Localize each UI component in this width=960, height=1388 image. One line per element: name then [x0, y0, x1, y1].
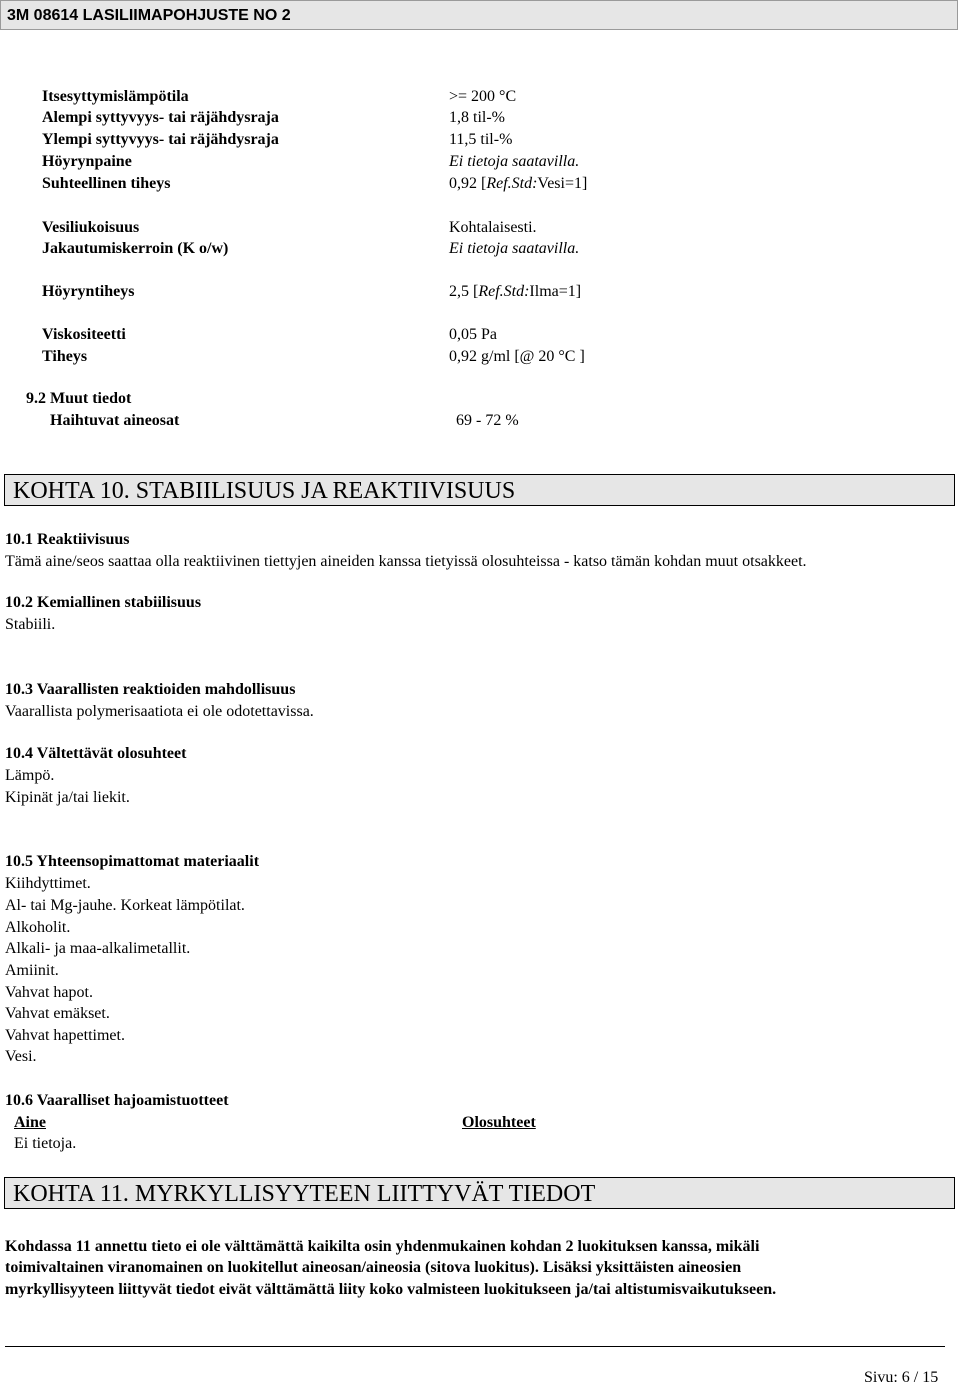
property-value: 0,05 Pa [449, 326, 497, 343]
document-title: 3M 08614 LASILIIMAPOHJUSTE NO 2 [7, 7, 291, 24]
value-standard: Vesi=1] [537, 175, 588, 192]
value-number: 0,92 [ [449, 175, 487, 192]
value-standard: Ilma=1] [529, 283, 582, 300]
footer-divider [5, 1346, 945, 1347]
property-value [449, 174, 587, 194]
property-label: Vesiliukoisuus [42, 219, 140, 236]
paragraph-line: Kohdassa 11 annettu tieto ei ole välttämättä kaikilta osin yhdenmukainen kohdan 2 luokituksen kanssa, mikäli [5, 1238, 760, 1255]
property-label: Haihtuvat aineosat [50, 412, 180, 429]
value-reference: Ref.Std: [486, 175, 538, 192]
property-label: Alempi syttyvyys- tai räjähdysraja [42, 109, 279, 126]
property-label: Tiheys [42, 348, 88, 365]
property-label: Suhteellinen tiheys [42, 175, 171, 192]
subsection-heading: 10.5 Yhteensopimattomat materiaalit [5, 853, 260, 870]
property-value: >= 200 °C [449, 88, 517, 105]
list-item: Kipinät ja/tai liekit. [5, 789, 130, 806]
property-label: Ylempi syttyvyys- tai räjähdysraja [42, 131, 279, 148]
list-item: Amiinit. [5, 962, 59, 979]
property-value: 69 - 72 % [456, 412, 519, 429]
list-item: Kiihdyttimet. [5, 875, 91, 892]
list-item: Al- tai Mg-jauhe. Korkeat lämpötilat. [5, 897, 245, 914]
document-header-bar [0, 0, 958, 30]
subsection-heading: 10.1 Reaktiivisuus [5, 531, 130, 548]
subsection-heading: 10.2 Kemiallinen stabiilisuus [5, 594, 202, 611]
list-item: Vahvat hapot. [5, 984, 93, 1001]
list-item: Alkali- ja maa-alkalimetallit. [5, 940, 191, 957]
paragraph-line: toimivaltainen viranomainen on luokitellut aineosan/aineosia (sitova luokitus). Lisäksi yksittäisten aineosien [5, 1259, 742, 1276]
property-label: Höyrynpaine [42, 153, 132, 170]
property-label: Jakautumiskerroin (K o/w) [42, 240, 229, 257]
list-item: Vahvat hapettimet. [5, 1027, 125, 1044]
list-item: Lämpö. [5, 767, 55, 784]
subsection-heading: 9.2 Muut tiedot [26, 390, 132, 407]
subsection-text: Stabiili. [5, 616, 56, 633]
section-10-header [4, 474, 955, 506]
property-value: 1,8 til-% [449, 109, 505, 126]
table-column-header: Olosuhteet [462, 1114, 536, 1131]
section-10-title: KOHTA 10. STABIILISUUS JA REAKTIIVISUUS [13, 478, 516, 504]
property-label: Itsesyttymislämpötila [42, 88, 189, 105]
section-11-title: KOHTA 11. MYRKYLLISYYTEEN LIITTYVÄT TIEDOT [13, 1181, 596, 1207]
property-value: 0,92 g/ml [@ 20 °C ] [449, 348, 585, 365]
property-value: Ei tietoja saatavilla. [449, 240, 580, 257]
page-number: Sivu: 6 / 15 [864, 1369, 939, 1386]
list-item: Alkoholit. [5, 919, 71, 936]
table-column-header: Aine [14, 1114, 46, 1131]
section-11-header [4, 1177, 955, 1209]
subsection-heading: 10.6 Vaaralliset hajoamistuotteet [5, 1092, 229, 1109]
property-label: Höyryntiheys [42, 283, 135, 300]
property-value: Kohtalaisesti. [449, 219, 537, 236]
subsection-heading: 10.4 Vältettävät olosuhteet [5, 745, 187, 762]
value-number: 2,5 [ [449, 283, 479, 300]
property-value: 11,5 til-% [449, 131, 513, 148]
list-item: Vesi. [5, 1048, 37, 1065]
property-value: Ei tietoja saatavilla. [449, 153, 580, 170]
list-item: Vahvat emäkset. [5, 1005, 110, 1022]
subsection-text: Vaarallista polymerisaatiota ei ole odotettavissa. [5, 703, 314, 720]
subsection-text: Tämä aine/seos saattaa olla reaktiivinen tiettyjen aineiden kanssa tietyissä olosuhteissa - katso tämän kohdan muut otsakkeet. [5, 553, 807, 570]
table-cell: Ei tietoja. [14, 1135, 77, 1152]
property-label: Viskositeetti [42, 326, 126, 343]
value-reference: Ref.Std: [478, 283, 530, 300]
property-value [449, 282, 581, 302]
paragraph-line: myrkyllisyyteen liittyvät tiedot eivät välttämättä liity koko valmisteen luokitukseen ja/tai altistumisvaikutukseen. [5, 1281, 777, 1298]
subsection-heading: 10.3 Vaarallisten reaktioiden mahdollisuus [5, 681, 296, 698]
